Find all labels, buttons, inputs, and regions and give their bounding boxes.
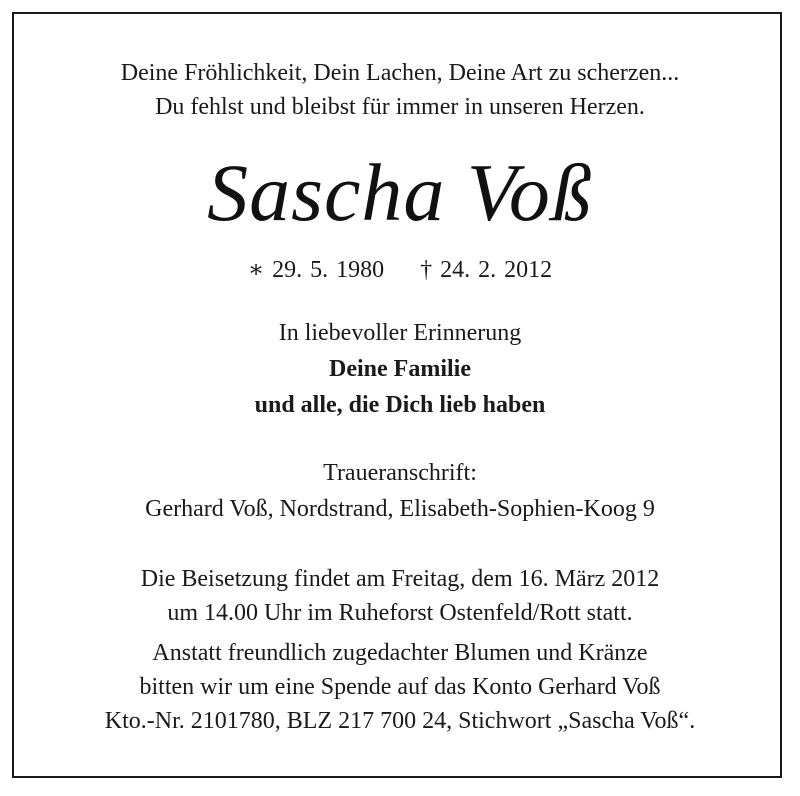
poem-line-1: Deine Fröhlichkeit, Dein Lachen, Deine Art zu scherzen...	[120, 60, 680, 86]
others-signature: und alle, die Dich lieb haben	[254, 392, 546, 418]
death-date: † 24. 2. 2012	[420, 257, 553, 283]
address-value: Gerhard Voß, Nordstrand, Elisabeth-Sophien-Koog 9	[145, 496, 655, 522]
funeral-line-1: Die Beisetzung findet am Freitag, dem 16. März 2012	[140, 566, 660, 592]
life-dates	[0, 255, 800, 285]
poem-line-2: Du fehlst und bleibst für immer in unseren Herzen.	[155, 94, 645, 120]
address-label: Traueranschrift:	[323, 460, 477, 486]
funeral-line-2: um 14.00 Uhr im Ruheforst Ostenfeld/Rott statt.	[167, 600, 633, 626]
donation-line-1: Anstatt freundlich zugedachter Blumen und Kränze	[152, 640, 648, 666]
birth-date: ∗ 29. 5. 1980	[247, 257, 385, 283]
donation-line-3: Kto.-Nr. 2101780, BLZ 217 700 24, Stichwort „Sascha Voß“.	[104, 708, 696, 734]
remembrance-intro: In liebevoller Erinnerung	[278, 320, 522, 346]
donation-line-2: bitten wir um eine Spende auf das Konto Gerhard Voß	[139, 674, 661, 700]
family-signature: Deine Familie	[329, 356, 471, 382]
deceased-name: Sascha Voß	[207, 147, 593, 238]
